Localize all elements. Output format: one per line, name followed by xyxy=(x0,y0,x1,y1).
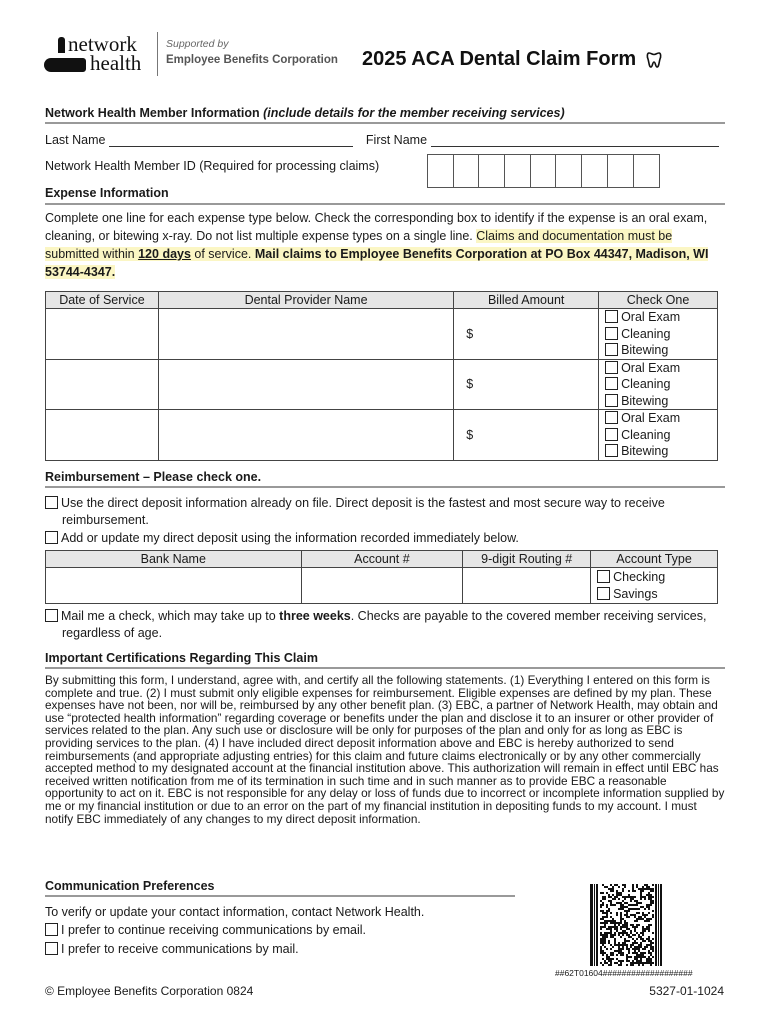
oral-exam-label: Oral Exam xyxy=(621,360,681,375)
reimb-option-update[interactable] xyxy=(45,530,727,547)
mail-check-weeks: three weeks xyxy=(279,609,351,623)
expense-instructions-text: Complete one line for each expense type below. Check the corresponding box to identify if the expense is an oral exam, cleaning, or bitewing x-ray. Do not list multiple expense types on a single line. xyxy=(45,211,708,243)
expense-info-heading: Expense Information xyxy=(45,186,169,200)
date-of-service-cell[interactable] xyxy=(46,309,159,360)
email-pref-option[interactable] xyxy=(45,923,366,937)
bitewing-checkbox[interactable] xyxy=(605,342,717,359)
first-name-label: First Name xyxy=(365,133,428,147)
logo-word-network: network xyxy=(68,32,137,56)
name-row xyxy=(45,133,719,147)
update-deposit-label: Add or update my direct deposit using the information recorded immediately below. xyxy=(61,531,519,545)
reimb-option-on-file[interactable] xyxy=(45,495,727,529)
provider-name-cell[interactable] xyxy=(158,309,453,360)
first-name-field[interactable] xyxy=(431,134,719,147)
table-row xyxy=(46,568,718,604)
email-pref-label: I prefer to continue receiving communications by email. xyxy=(61,923,367,937)
oral-exam-label: Oral Exam xyxy=(621,411,681,425)
footer-copyright: © Employee Benefits Corporation 0824 xyxy=(45,984,254,998)
reimbursement-heading: Reimbursement – Please check one. xyxy=(45,470,725,488)
routing-number-cell[interactable] xyxy=(463,568,591,604)
logo-word-health: health xyxy=(90,51,142,75)
col-provider-name: Dental Provider Name xyxy=(158,292,453,309)
oral-exam-checkbox[interactable] xyxy=(605,410,717,427)
form-title xyxy=(362,48,662,71)
cleaning-label: Cleaning xyxy=(621,427,671,442)
tooth-icon xyxy=(646,51,662,69)
mail-check-label-end: . Checks are payable to the covered member receiving services, regardless of age. xyxy=(62,609,707,640)
col-routing-number: 9-digit Routing # xyxy=(463,551,591,568)
provider-name-cell[interactable] xyxy=(158,410,453,461)
form-header xyxy=(44,32,734,84)
member-info-heading xyxy=(45,106,725,124)
bitewing-checkbox[interactable] xyxy=(605,393,717,410)
mail-check-checkbox[interactable] xyxy=(45,609,58,622)
member-id-input[interactable] xyxy=(427,154,660,188)
bitewing-label: Bitewing xyxy=(621,393,669,408)
expense-heading-rule xyxy=(45,203,725,205)
col-billed-amount: Billed Amount xyxy=(454,292,599,309)
footer-form-number: 5327-01-1024 xyxy=(649,984,724,998)
network-health-logo xyxy=(44,32,156,76)
cleaning-checkbox[interactable] xyxy=(605,376,717,393)
mailing-address: Mail claims to Employee Benefits Corporation at PO Box 44347, Madison, WI 53744-4347. xyxy=(45,247,709,279)
date-of-service-cell[interactable] xyxy=(46,359,159,410)
communication-intro: To verify or update your contact information, contact Network Health. xyxy=(45,905,425,919)
col-account-type: Account Type xyxy=(591,551,718,568)
savings-checkbox[interactable] xyxy=(597,586,717,603)
bank-table xyxy=(45,550,718,604)
mail-pref-label: I prefer to receive communications by mail. xyxy=(61,942,299,956)
col-account-number: Account # xyxy=(301,551,463,568)
account-number-cell[interactable] xyxy=(301,568,463,604)
billed-amount-cell[interactable] xyxy=(454,309,599,360)
bitewing-label: Bitewing xyxy=(621,343,669,357)
currency-symbol: $ xyxy=(466,427,474,442)
bank-name-cell[interactable] xyxy=(46,568,302,604)
update-deposit-checkbox[interactable] xyxy=(45,531,58,544)
member-heading-note: (include details for the member receiving services) xyxy=(263,106,565,120)
checking-checkbox[interactable] xyxy=(597,569,717,586)
supported-by-label: Supported by xyxy=(166,38,229,50)
certifications-heading: Important Certifications Regarding This Claim xyxy=(45,651,725,669)
table-row xyxy=(46,309,718,360)
cleaning-checkbox[interactable] xyxy=(605,427,717,444)
oral-exam-label: Oral Exam xyxy=(621,310,681,324)
deadline-days: 120 days xyxy=(138,247,191,261)
communication-heading: Communication Preferences xyxy=(45,879,515,897)
deadline-text: Claims and documentation must be submitted within xyxy=(45,229,673,261)
oral-exam-checkbox[interactable] xyxy=(605,360,717,377)
date-of-service-cell[interactable] xyxy=(46,410,159,461)
last-name-field[interactable] xyxy=(109,134,353,147)
bitewing-checkbox[interactable] xyxy=(605,443,717,460)
mail-check-label: Mail me a check, which may take up to xyxy=(61,609,280,623)
mail-pref-option[interactable] xyxy=(45,942,299,956)
reimb-option-check[interactable] xyxy=(45,608,727,642)
ebc-name: Employee Benefits Corporation xyxy=(166,54,338,66)
member-id-label: Network Health Member ID (Required for processing claims) xyxy=(45,159,380,173)
cleaning-label: Cleaning xyxy=(621,377,671,391)
currency-symbol: $ xyxy=(466,326,474,341)
table-row xyxy=(46,359,718,410)
barcode-image xyxy=(590,884,662,966)
cleaning-label: Cleaning xyxy=(621,326,671,341)
col-check-one: Check One xyxy=(599,292,718,309)
provider-name-cell[interactable] xyxy=(158,359,453,410)
mail-pref-checkbox[interactable] xyxy=(45,942,58,955)
bitewing-label: Bitewing xyxy=(621,444,669,458)
col-date-of-service: Date of Service xyxy=(46,292,159,309)
on-file-label: Use the direct deposit information already on file. Direct deposit is the fastest and most secure way to receive reimbursement. xyxy=(61,496,665,527)
table-row xyxy=(46,410,718,461)
last-name-label: Last Name xyxy=(45,133,106,147)
deadline-text-end: of service. xyxy=(190,247,255,261)
certifications-text: By submitting this form, I understand, agree with, and certify all the following statements. (1) Everything I entered on this form is complete and true. (2) I must submit only eligible expenses for reimbursement. Eligible expenses are defined by my plan. These expenses have not been, nor will be, reimbursed by any other benefit plan. (3) EBC, a partner of Network Health, may obtain and use “protected health information” regarding coverage or benefits under the plan and disclose it to an insurer or other provider of services related to the plan. Any such use or disclosure will be only for purposes of the plan and only for as long as EBC is providing services to the plan. (4) I have included direct deposit information above and EBC is hereby authorized to send reimbursements (and appropriate adjusting entries) for this claim and future claims electronically or by any other commercially accepted method to my designated account at the financial institution above. This authorization will remain in effect until EBC has received written notification from me of its termination in such time and in such manner as to provide EBC a reasonable opportunity to act on it. EBC is not responsible for any delay or loss of funds due to incorrect or incomplete information supplied by me or my financial institution or due to an error on the part of my financial institution in depositing funds to my account. I must notify EBC immediately of any changes to my direct deposit information. xyxy=(45,673,725,826)
billed-amount-cell[interactable] xyxy=(454,410,599,461)
barcode-text: ##62T01604################### xyxy=(555,968,693,978)
oral-exam-checkbox[interactable] xyxy=(605,309,717,326)
billed-amount-cell[interactable] xyxy=(454,359,599,410)
cleaning-checkbox[interactable] xyxy=(605,326,717,343)
on-file-checkbox[interactable] xyxy=(45,496,58,509)
checking-label: Checking xyxy=(613,570,666,584)
member-heading-text: Network Health Member Information xyxy=(45,106,260,120)
form-title-text: 2025 ACA Dental Claim Form xyxy=(362,48,637,70)
expense-table xyxy=(45,291,718,461)
expense-instructions xyxy=(45,209,727,281)
currency-symbol: $ xyxy=(466,377,474,392)
email-pref-checkbox[interactable] xyxy=(45,923,58,936)
col-bank-name: Bank Name xyxy=(46,551,302,568)
savings-label: Savings xyxy=(613,586,658,601)
